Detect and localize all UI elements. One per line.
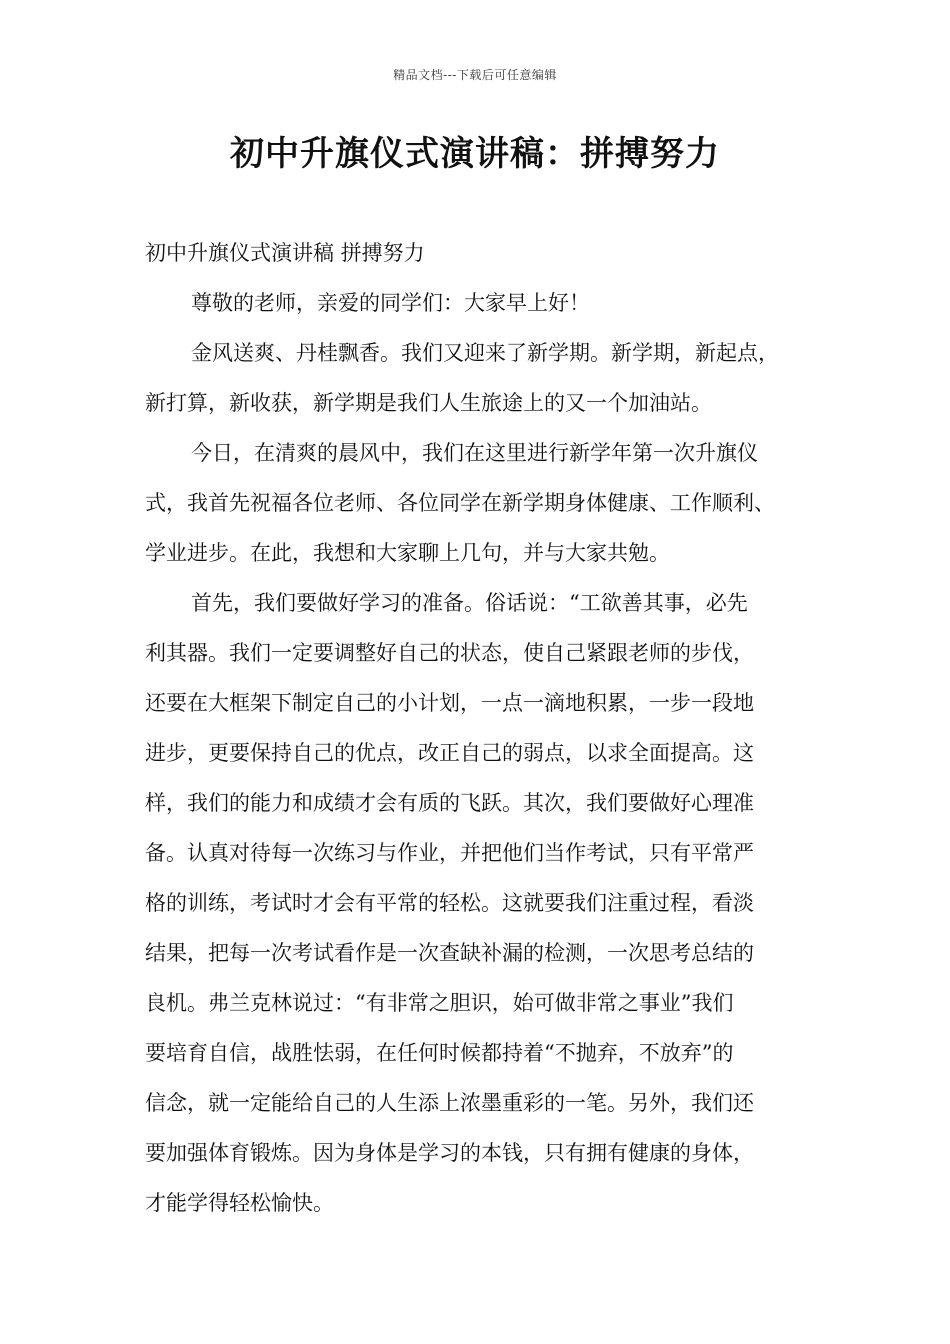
paragraph-line: 今日，在清爽的晨风中，我们在这里进行新学年第一次升旗仪 bbox=[191, 441, 758, 465]
paragraph-line: 样，我们的能力和成绩才会有质的飞跃。其次，我们要做好心理准 bbox=[145, 791, 754, 815]
paragraph-line: 还要在大框架下制定自己的小计划，一点一滴地积累，一步一段地 bbox=[145, 691, 754, 715]
paragraph-line: 备。认真对待每一次练习与作业，并把他们当作考试，只有平常严 bbox=[145, 841, 754, 865]
paragraph-line: 式，我首先祝福各位老师、各位同学在新学期身体健康、工作顺利、 bbox=[145, 491, 775, 515]
paragraph-line: 新打算，新收获，新学期是我们人生旅途上的又一个加油站。 bbox=[145, 391, 712, 415]
paragraph-line: 才能学得轻松愉快。 bbox=[145, 1191, 334, 1215]
header-note: 精品文档---下载后可任意编辑 bbox=[393, 68, 557, 82]
document-subtitle: 初中升旗仪式演讲稿 拼搏努力 bbox=[145, 241, 425, 265]
paragraph-line: 格的训练，考试时才会有平常的轻松。这就要我们注重过程，看淡 bbox=[145, 891, 754, 915]
paragraph-line: 尊敬的老师，亲爱的同学们：大家早上好！ bbox=[191, 291, 590, 315]
document-body bbox=[145, 228, 817, 1228]
paragraph-line: 信念，就一定能给自己的人生添上浓墨重彩的一笔。另外，我们还 bbox=[145, 1091, 754, 1115]
paragraph-line: 要加强体育锻炼。因为身体是学习的本钱，只有拥有健康的身体， bbox=[145, 1141, 754, 1165]
paragraph-line: 金风送爽、丹桂飘香。我们又迎来了新学期。新学期，新起点， bbox=[191, 341, 779, 365]
paragraph-line: 首先，我们要做好学习的准备。俗话说：“工欲善其事，必先 bbox=[191, 591, 748, 615]
paragraph-line: 利其器。我们一定要调整好自己的状态，使自己紧跟老师的步伐， bbox=[145, 641, 754, 665]
paragraph-line: 良机。弗兰克林说过：“有非常之胆识，始可做非常之事业”我们 bbox=[145, 991, 734, 1015]
paragraph-line: 结果，把每一次考试看作是一次查缺补漏的检测，一次思考总结的 bbox=[145, 941, 754, 965]
document-title: 初中升旗仪式演讲稿：拼搏努力 bbox=[230, 134, 720, 174]
paragraph-line: 学业进步。在此，我想和大家聊上几句，并与大家共勉。 bbox=[145, 541, 670, 565]
paragraph-line: 要培育自信，战胜怯弱，在任何时候都持着“不抛弃，不放弃”的 bbox=[145, 1041, 734, 1065]
paragraph-line: 进步，更要保持自己的优点，改正自己的弱点，以求全面提高。这 bbox=[145, 741, 754, 765]
